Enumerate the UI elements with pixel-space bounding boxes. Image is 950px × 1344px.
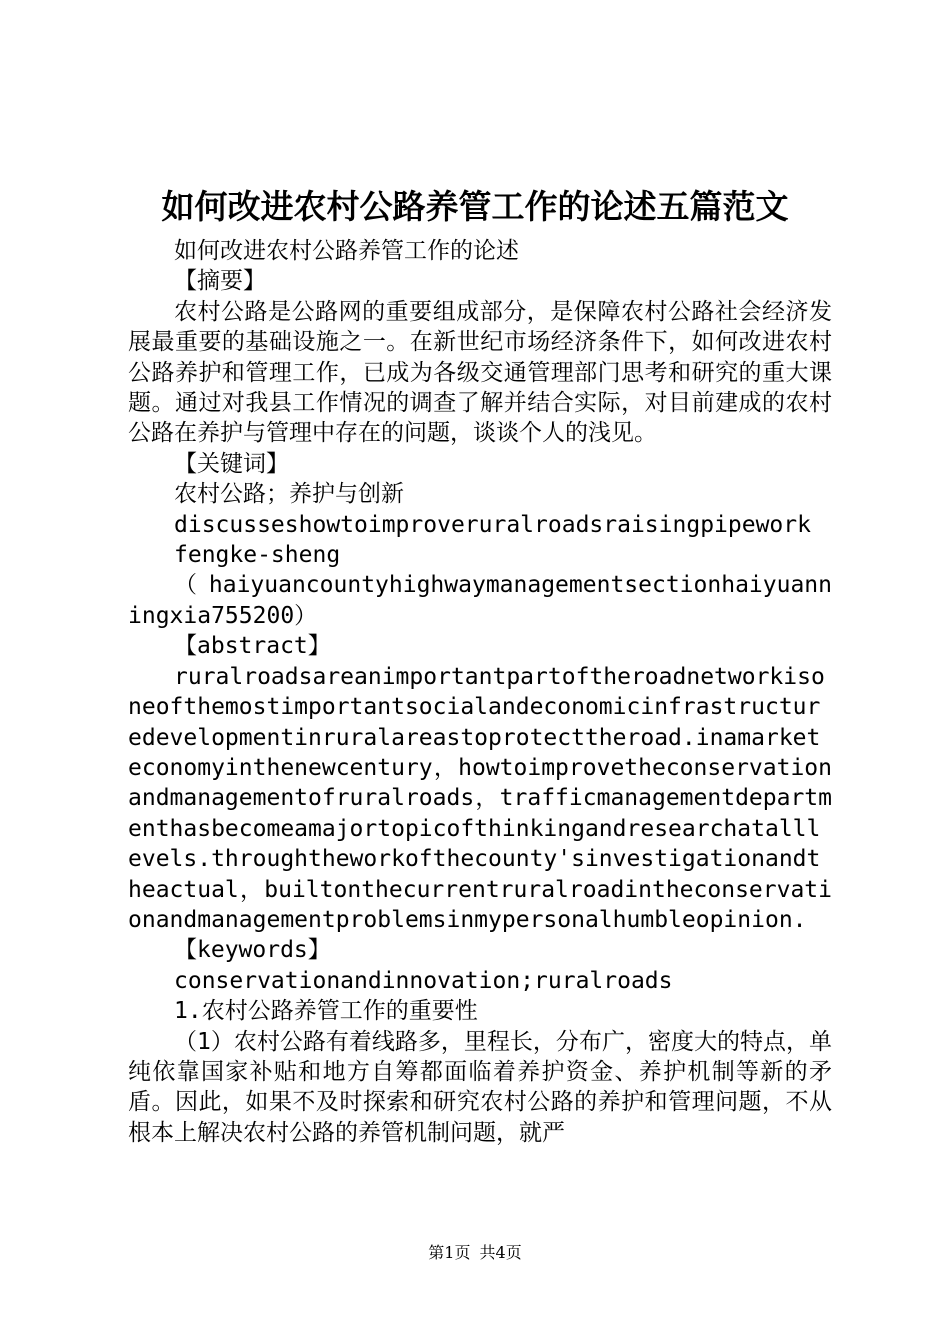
english-abstract-heading: 【abstract】 bbox=[174, 633, 331, 660]
english-keywords-paragraph: conservationandinnovation;ruralroads bbox=[174, 967, 673, 994]
abstract-heading: 【摘要】 bbox=[174, 268, 266, 295]
page-footer bbox=[0, 1242, 950, 1264]
english-title-paragraph: discusseshowtoimproveruralroadsraisingpipework bbox=[174, 511, 811, 538]
author-paragraph: fengke-sheng bbox=[174, 542, 341, 569]
document-title: 如何改进农村公路养管工作的论述五篇范文 bbox=[161, 187, 789, 226]
english-keywords-heading: 【keywords】 bbox=[174, 937, 331, 964]
affiliation-paragraph: （haiyuancountyhighwaymanagementsectionhaiyuanningxia755200） bbox=[128, 572, 832, 629]
page-number: 第1页 bbox=[428, 1243, 471, 1262]
document-body bbox=[128, 236, 832, 1148]
english-abstract-paragraph: ruralroadsareanimportantpartoftheroadnetworkisoneofthemostimportantsocialandeconomicinfrastructuredevelopmentinruralareastoprotecttheroad.inamarketeconomyinthenewcentury，howtoimprovetheconservationandmanagementofruralroads，trafficmanagementdepartmenthasbecomeamajortopicofthinkingandresearchatalllevels.throughtheworkofthecounty'sinvestigationandtheactual，builtonthecurrentruralroadintheconservationandmanagementproblemsinmypersonalhumbleopinion. bbox=[128, 663, 832, 933]
keywords-paragraph: 农村公路；养护与创新 bbox=[174, 481, 404, 508]
abstract-paragraph: 农村公路是公路网的重要组成部分，是保障农村公路社会经济发展最重要的基础设施之一。在新世纪市场经济条件下，如何改进农村公路养护和管理工作，已成为各级交通管理部门思考和研究的重大课题。通过对我县工作情况的调查了解并结合实际，对目前建成的农村公路在养护与管理中存在的问题，谈谈个人的浅见。 bbox=[128, 298, 832, 447]
keywords-heading: 【关键词】 bbox=[174, 450, 289, 477]
section-heading: 1.农村公路养管工作的重要性 bbox=[174, 998, 478, 1025]
page-total: 共4页 bbox=[479, 1243, 522, 1262]
section-paragraph: （1）农村公路有着线路多，里程长，分布广，密度大的特点，单纯依靠国家补贴和地方自筹都面临着养护资金、养护机制等新的矛盾。因此，如果不及时探索和研究农村公路的养护和管理问题，不从根本上解决农村公路的养管机制问题，就严 bbox=[128, 1028, 832, 1146]
subtitle-paragraph: 如何改进农村公路养管工作的论述 bbox=[174, 238, 519, 264]
